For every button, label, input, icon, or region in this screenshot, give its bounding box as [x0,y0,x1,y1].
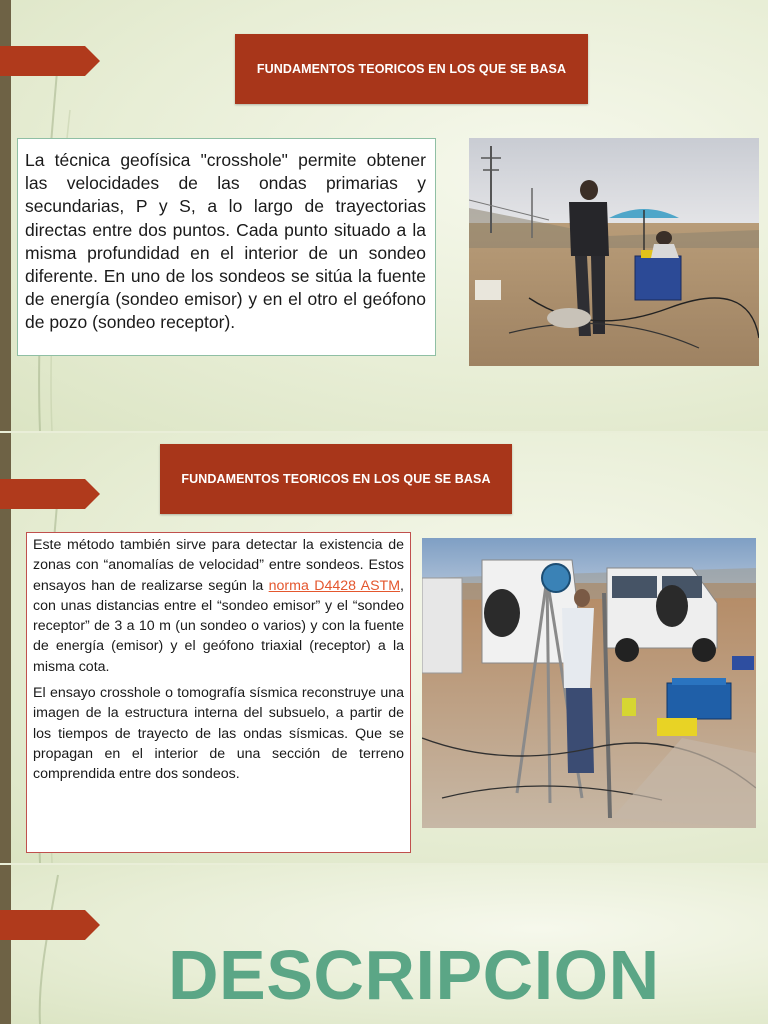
slide-marker [0,910,100,940]
photo-illustration [469,138,759,366]
decorative-swoosh [0,865,120,1024]
photo-illustration [422,538,756,828]
text-box: La técnica geofísica "crosshole" permite obtener las velocidades de las ondas primarias y secundarias, P y S, a lo largo de trayectorias directas entre dos puntos. Cada punto situado a la misma profundidad en el interior de un sondeo diferente. En uno de los sondeos se sitúa la fuente de energía (sondeo emisor) y en el otro el geófono de pozo (sondeo receptor). [17,138,436,356]
text-box [26,532,411,853]
paragraph-1-rest: , con unas distancias entre el “sondeo emisor” y el “sondeo receptor” de 3 a 10 m (un sondeo o varios) y con la fuente de energía (emisor) y el geófono triaxial (receptor) a la misma cota. [33,577,404,675]
slide-marker [0,46,100,76]
paragraph-1 [33,535,404,677]
slide-title: FUNDAMENTOS TEORICOS EN LOS QUE SE BASA [235,34,588,104]
field-work-photo [469,138,759,366]
slide-2 [0,433,768,863]
paragraph-1-intro: Este método también sirve para detectar la existencia de zonas con “anomalías de velocidad” entre sondeos. Estos ensayos han de realizarse según la [33,537,404,594]
slide-1 [0,0,768,431]
paragraph-2: El ensayo crosshole o tomografía sísmica reconstruye una imagen de la estructura interna del subsuelo, a partir de los tiempos de trayecto de las ondas sísmicas. Que se propagan en el interior de una sección de terreno comprendida entre dos sondeos. [33,685,404,783]
slide-title: FUNDAMENTOS TEORICOS EN LOS QUE SE BASA [160,444,512,514]
section-title: DESCRIPCION [168,936,660,1014]
crosshole-equipment-photo [422,538,756,828]
slide-marker [0,479,100,509]
norma-link[interactable]: norma D4428 ASTM [268,577,401,594]
